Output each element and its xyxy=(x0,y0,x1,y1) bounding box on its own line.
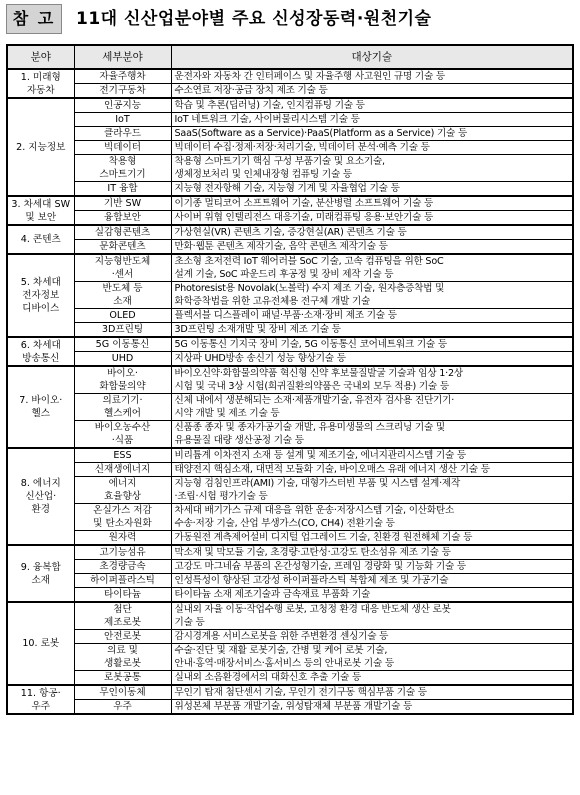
table-row xyxy=(7,196,573,211)
table-row xyxy=(7,240,573,255)
subfield-cell: IT 융합 xyxy=(74,182,171,197)
category-cell: 8. 에너지 신산업· 환경 xyxy=(7,448,74,545)
table-row xyxy=(7,127,573,141)
table-row xyxy=(7,394,573,421)
technology-cell: 실내외 소음환경에서의 대화신호 추출 기술 등 xyxy=(171,671,573,686)
table-row xyxy=(7,630,573,644)
subfield-cell: 초경량금속 xyxy=(74,560,171,574)
technology-cell: SaaS(Software as a Service)·PaaS(Platform as a Service) 기술 등 xyxy=(171,127,573,141)
subfield-cell: 온실가스 저감 및 탄소자원화 xyxy=(74,504,171,531)
subfield-cell: 인공지능 xyxy=(74,98,171,113)
table-row xyxy=(7,84,573,99)
technology-cell: 무인기 탑재 첨단센서 기술, 무인기 전기구동 핵심부품 기술 등 xyxy=(171,685,573,700)
technology-cell: 실내외 자율 이동·작업수행 로봇, 고청정 환경 대응 반도체 생산 로봇 기술 등 xyxy=(171,602,573,630)
category-cell: 4. 콘텐츠 xyxy=(7,225,74,254)
technology-cell: 운전자와 자동차 간 인터페이스 및 자율주행 사고원인 규명 기술 등 xyxy=(171,69,573,84)
table-row xyxy=(7,141,573,155)
subfield-cell: 바이오농수산 ·식품 xyxy=(74,421,171,449)
page-header xyxy=(6,4,574,34)
subfield-cell: 반도체 등 소재 xyxy=(74,282,171,309)
table-row xyxy=(7,98,573,113)
subfield-cell: 무인이동체 xyxy=(74,685,171,700)
table-row xyxy=(7,182,573,197)
table-row xyxy=(7,211,573,226)
table-row xyxy=(7,588,573,603)
subfield-cell: 전기구동차 xyxy=(74,84,171,99)
category-cell: 9. 융복합 소재 xyxy=(7,545,74,602)
subfield-cell: OLED xyxy=(74,309,171,323)
technology-cell: 3D프린팅 소재개발 및 장비 제조 기술 등 xyxy=(171,323,573,338)
column-header-subfield: 세부분야 xyxy=(74,45,171,69)
subfield-cell: 우주 xyxy=(74,700,171,715)
technology-cell: 빅데이터 수집·정제·저장·처리기술, 빅데이터 분석·예측 기술 등 xyxy=(171,141,573,155)
subfield-cell: 빅데이터 xyxy=(74,141,171,155)
subfield-cell: 의료기기· 헬스케어 xyxy=(74,394,171,421)
technology-cell: 태양전지 핵심소재, 대면적 모듈화 기술, 바이오매스 유래 에너지 생산 기술 등 xyxy=(171,463,573,477)
table-row xyxy=(7,700,573,715)
technology-cell: 위성본체 부분품 개발기술, 위성탑재체 부분품 개발기술 등 xyxy=(171,700,573,715)
table-row xyxy=(7,352,573,367)
table-row xyxy=(7,113,573,127)
subfield-cell: 하이퍼플라스틱 xyxy=(74,574,171,588)
technology-cell: 지상파 UHD방송 송신기 성능 향상기술 등 xyxy=(171,352,573,367)
subfield-cell: 에너지 효율향상 xyxy=(74,477,171,504)
category-cell: 6. 차세대 방송통신 xyxy=(7,337,74,366)
table-row xyxy=(7,477,573,504)
subfield-cell: 착용형 스마트기기 xyxy=(74,155,171,182)
technology-cell: 수술·진단 및 재활 로봇기술, 간병 및 케어 로봇 기술, 안내·홍역·매장서비스·홈서비스 등의 안내로봇 기술 등 xyxy=(171,644,573,671)
technology-cell: IoT 네트워크 기술, 사이버물리시스템 기술 등 xyxy=(171,113,573,127)
subfield-cell: IoT xyxy=(74,113,171,127)
technology-cell: 플렉서블 디스플레이 패널·부품·소재·장비 제조 기술 등 xyxy=(171,309,573,323)
category-cell: 1. 미래형 자동차 xyxy=(7,69,74,98)
subfield-cell: 클라우드 xyxy=(74,127,171,141)
technology-cell: 감시경계용 서비스로봇을 위한 주변환경 센싱기술 등 xyxy=(171,630,573,644)
subfield-cell: 융합보안 xyxy=(74,211,171,226)
technology-cell: 초소형 초저전력 IoT 웨어러블 SoC 기술, 고속 컴퓨팅을 위한 SoC 설계 기술, SoC 파운드리 후공정 및 장비 제작 기술 등 xyxy=(171,254,573,282)
subfield-cell: 신재생에너지 xyxy=(74,463,171,477)
technology-cell: 비리튬계 이차전지 소재 등 설계 및 제조기술, 에너지관리시스템 기술 등 xyxy=(171,448,573,463)
table-row xyxy=(7,574,573,588)
table-row xyxy=(7,282,573,309)
technology-cell: 5G 이동통신 기지국 장비 기술, 5G 이동통신 코어네트워크 기술 등 xyxy=(171,337,573,352)
category-cell: 5. 차세대 전자정보 디바이스 xyxy=(7,254,74,337)
technology-cell: 이기종 멀티코어 소프트웨어 기술, 분산병렬 소프트웨어 기술 등 xyxy=(171,196,573,211)
table-row xyxy=(7,225,573,240)
subfield-cell: 원자력 xyxy=(74,531,171,546)
subfield-cell: ESS xyxy=(74,448,171,463)
technology-cell: 학습 및 추론(딥러닝) 기술, 인지컴퓨팅 기술 등 xyxy=(171,98,573,113)
subfield-cell: 타이타늄 xyxy=(74,588,171,603)
table-row xyxy=(7,463,573,477)
technology-cell: 신품종 종자 및 종자가공기술 개발, 유용미생물의 스크리닝 기술 및 유용물질 대량 생산공정 기술 등 xyxy=(171,421,573,449)
subfield-cell: 바이오· 화합물의약 xyxy=(74,366,171,394)
category-cell: 10. 로봇 xyxy=(7,602,74,685)
table-row xyxy=(7,155,573,182)
tech-table xyxy=(6,44,574,715)
category-cell: 11. 항공· 우주 xyxy=(7,685,74,714)
subfield-cell: 기반 SW xyxy=(74,196,171,211)
table-row xyxy=(7,504,573,531)
table-row xyxy=(7,671,573,686)
page-title: 11대 신산업분야별 주요 신성장동력·원천기술 xyxy=(76,9,432,29)
table-row xyxy=(7,685,573,700)
table-row xyxy=(7,560,573,574)
technology-cell: 가동원전 계측제어설비 디지털 업그레이드 기술, 친환경 원전해체 기술 등 xyxy=(171,531,573,546)
reference-badge: 참 고 xyxy=(6,4,62,34)
technology-cell: 고강도 마그네슘 부품의 온간성형기술, 프레임 경량화 및 기능화 기술 등 xyxy=(171,560,573,574)
table-row xyxy=(7,531,573,546)
subfield-cell: 로봇공통 xyxy=(74,671,171,686)
technology-cell: 지능형 전자항해 기술, 지능형 기계 및 자율협업 기술 등 xyxy=(171,182,573,197)
column-header-technology: 대상기술 xyxy=(171,45,573,69)
table-body xyxy=(7,69,573,714)
category-cell: 2. 지능정보 xyxy=(7,98,74,196)
subfield-cell: 첨단 제조로봇 xyxy=(74,602,171,630)
technology-cell: 막소재 및 막모듈 기술, 초경량·고탄성·고강도 탄소섬유 제조 기술 등 xyxy=(171,545,573,560)
subfield-cell: 3D프린팅 xyxy=(74,323,171,338)
subfield-cell: 의료 및 생활로봇 xyxy=(74,644,171,671)
table-row xyxy=(7,337,573,352)
column-header-field: 분야 xyxy=(7,45,74,69)
technology-cell: 수소연료 저장·공급 장치 제조 기술 등 xyxy=(171,84,573,99)
category-cell: 3. 차세대 SW 및 보안 xyxy=(7,196,74,225)
subfield-cell: 고기능섬유 xyxy=(74,545,171,560)
table-row xyxy=(7,323,573,338)
category-cell: 7. 바이오· 헬스 xyxy=(7,366,74,448)
table-row xyxy=(7,644,573,671)
subfield-cell: 자율주행차 xyxy=(74,69,171,84)
technology-cell: 신체 내에서 생분해되는 소재·제품개발기술, 유전자 검사용 진단기기· 시약 개발 및 제조 기술 등 xyxy=(171,394,573,421)
technology-cell: 만화·웹툰 콘텐츠 제작기술, 음악 콘텐츠 제작기술 등 xyxy=(171,240,573,255)
subfield-cell: 안전로봇 xyxy=(74,630,171,644)
subfield-cell: 문화콘텐츠 xyxy=(74,240,171,255)
table-row xyxy=(7,69,573,84)
subfield-cell: 실감형콘텐츠 xyxy=(74,225,171,240)
technology-cell: 가상현실(VR) 콘텐츠 기술, 증강현실(AR) 콘텐츠 기술 등 xyxy=(171,225,573,240)
technology-cell: 지능형 검침인프라(AMI) 기술, 대형가스터빈 부품 및 시스템 설계·제작 ·조립·시험 평가기술 등 xyxy=(171,477,573,504)
subfield-cell: 5G 이동통신 xyxy=(74,337,171,352)
table-row xyxy=(7,254,573,282)
subfield-cell: 지능형반도체 ·센서 xyxy=(74,254,171,282)
technology-cell: Photoresist용 Novolak(노볼락) 수지 제조 기술, 원자층증착법 및 화학증착법을 위한 고유전체용 전구체 개발 기술 xyxy=(171,282,573,309)
table-row xyxy=(7,602,573,630)
table-header-row xyxy=(7,45,573,69)
technology-cell: 차세대 배기가스 규제 대응을 위한 운송·저장시스템 기술, 이산화탄소 수송·저장 기술, 산업 부생가스(CO, CH4) 전환기술 등 xyxy=(171,504,573,531)
table-row xyxy=(7,309,573,323)
table-row xyxy=(7,421,573,449)
table-row xyxy=(7,448,573,463)
technology-cell: 착용형 스마트기기 핵심 구성 부품기술 및 요소기술, 생체정보처리 및 인체내장형 컴퓨팅 기술 등 xyxy=(171,155,573,182)
technology-cell: 사이버 위협 인텔리전스 대응기술, 미래컴퓨팅 응용·보안기술 등 xyxy=(171,211,573,226)
table-row xyxy=(7,366,573,394)
technology-cell: 바이오신약·화합물의약품 혁신형 신약 후보물질발굴 기술과 임상 1·2상 시험 및 국내 3상 시험(희귀질환의약품은 국내외 모두 적용) 기술 등 xyxy=(171,366,573,394)
technology-cell: 타이타늄 소재 제조기술과 금속재료 부품화 기술 xyxy=(171,588,573,603)
subfield-cell: UHD xyxy=(74,352,171,367)
technology-cell: 인성특성이 향상된 고강성 하이퍼플라스틱 복합체 제조 및 가공기술 xyxy=(171,574,573,588)
table-row xyxy=(7,545,573,560)
